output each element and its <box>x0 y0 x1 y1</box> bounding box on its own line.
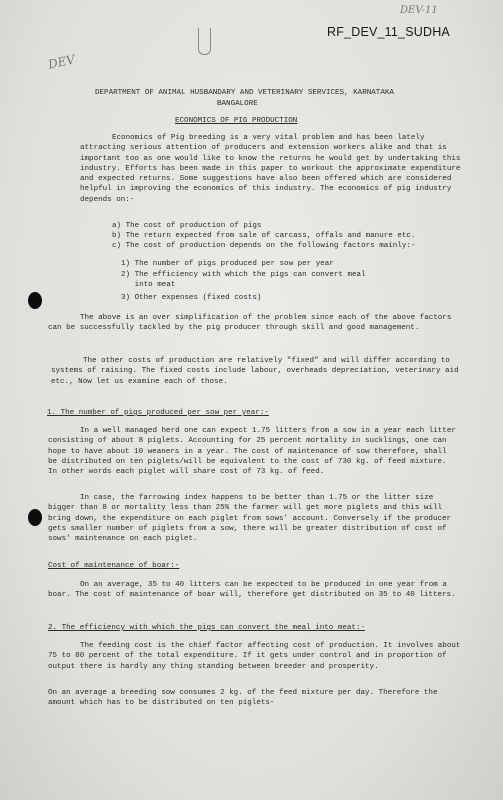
factor-item-2-cont: into meat <box>121 281 176 289</box>
section-2-heading: 2. The efficiency with which the pigs can convert the meal into meat:- <box>48 624 366 632</box>
section-1-heading: 1. The number of pigs produced per sow per year:- <box>47 409 269 417</box>
header-department: DEPARTMENT OF ANIMAL HUSBANDARY AND VETERINARY SERVICES, KARNATAKA <box>95 89 394 97</box>
paragraph-feed-consumption: On an average a breeding sow consumes 2 kg. of the feed mixture per day. Therefore the amount which has to be distributed on ten piglets- <box>48 689 438 708</box>
document-title: ECONOMICS OF PIG PRODUCTION <box>175 117 298 125</box>
document-id: RF_DEV_11_SUDHA <box>327 25 450 39</box>
paragraph-fixed-costs: The other costs of production are relatively "fixed" and will differ according to systems of raising. The fixed costs include labour, overheads depreciation, veterinary aid etc., Now let us examine each of those. <box>51 357 459 386</box>
punch-hole-top <box>28 292 42 309</box>
margin-note: DEV <box>46 52 77 72</box>
paragraph-section-2: The feeding cost is the chief factor affecting cost of production. It involves about 75 to 80 percent of the total expenditure. If it gets under control and in proportion of output there is hardly any thing standing between breeder and prosperity. <box>48 642 461 671</box>
handwritten-tag: DEV-11 <box>400 5 438 16</box>
punch-hole-bottom <box>28 509 42 526</box>
list-item-b: b) The return expected from sale of carcass, offals and manure etc. <box>112 232 416 240</box>
factor-item-2: 2) The efficiency with which the pigs can convert meal <box>121 271 366 279</box>
list-item-a: a) The cost of production of pigs <box>112 222 262 230</box>
paragraph-boar: On an average, 35 to 40 litters can be expected to be produced in one year from a boar. The cost of maintenance of boar will, therefore get distributed on 35 to 40 litters. <box>48 581 456 600</box>
factor-item-3: 3) Other expenses (fixed costs) <box>121 294 262 302</box>
factor-item-1: 1) The number of pigs produced per sow per year <box>121 260 334 268</box>
paragraph-section-1a: In a well managed herd one can expect 1.75 litters from a sow in a year each litter consisting of about 8 piglets. Accounting for 25 percent mortality in sucklings, one can hope to have about 10 weaners in a year. The cost of maintenance of sow therefore, shall be distributed on ten piglets/will be equivalent to the cost of 730 kg. of feed mixture. In other words each piglet will share cost of 73 kg. of feed. <box>48 427 456 477</box>
boar-heading: Cost of maintenance of boar:- <box>48 562 180 570</box>
list-item-c: c) The cost of production depends on the following factors mainly:- <box>112 242 416 250</box>
paragraph-section-1b: In case, the farrowing index happens to be better than 1.75 or the litter size bigger than 8 or mortality less than 25% the farmer will get more piglets and this will bring down, the expenditure on each piglet from sows' account. Conversely if the producer gets smaller number of piglets from a sow, there will be greater distribution of cost of sows' maintenance on each piglet. <box>48 494 452 544</box>
header-city: BANGALORE <box>217 100 258 108</box>
intro-paragraph: Economics of Pig breeding is a very vital problem and has been lately attracting serious attention of producers and extension workers alike and that is important too as one would like to know the returns he would get by undertaking this industry. Efforts has been made in this paper to workout the approximate expenditure and expected returns. Some suggestions have also been offered which are considered helpful in improving the economics of this industry. The economics of pig industry depends on:- <box>80 134 461 204</box>
paragraph-simplification: The above is an over simplification of the problem since each of the above factors can be successfully tackled by the pig producer through skill and good management. <box>48 314 452 333</box>
staple-mark <box>198 28 211 55</box>
